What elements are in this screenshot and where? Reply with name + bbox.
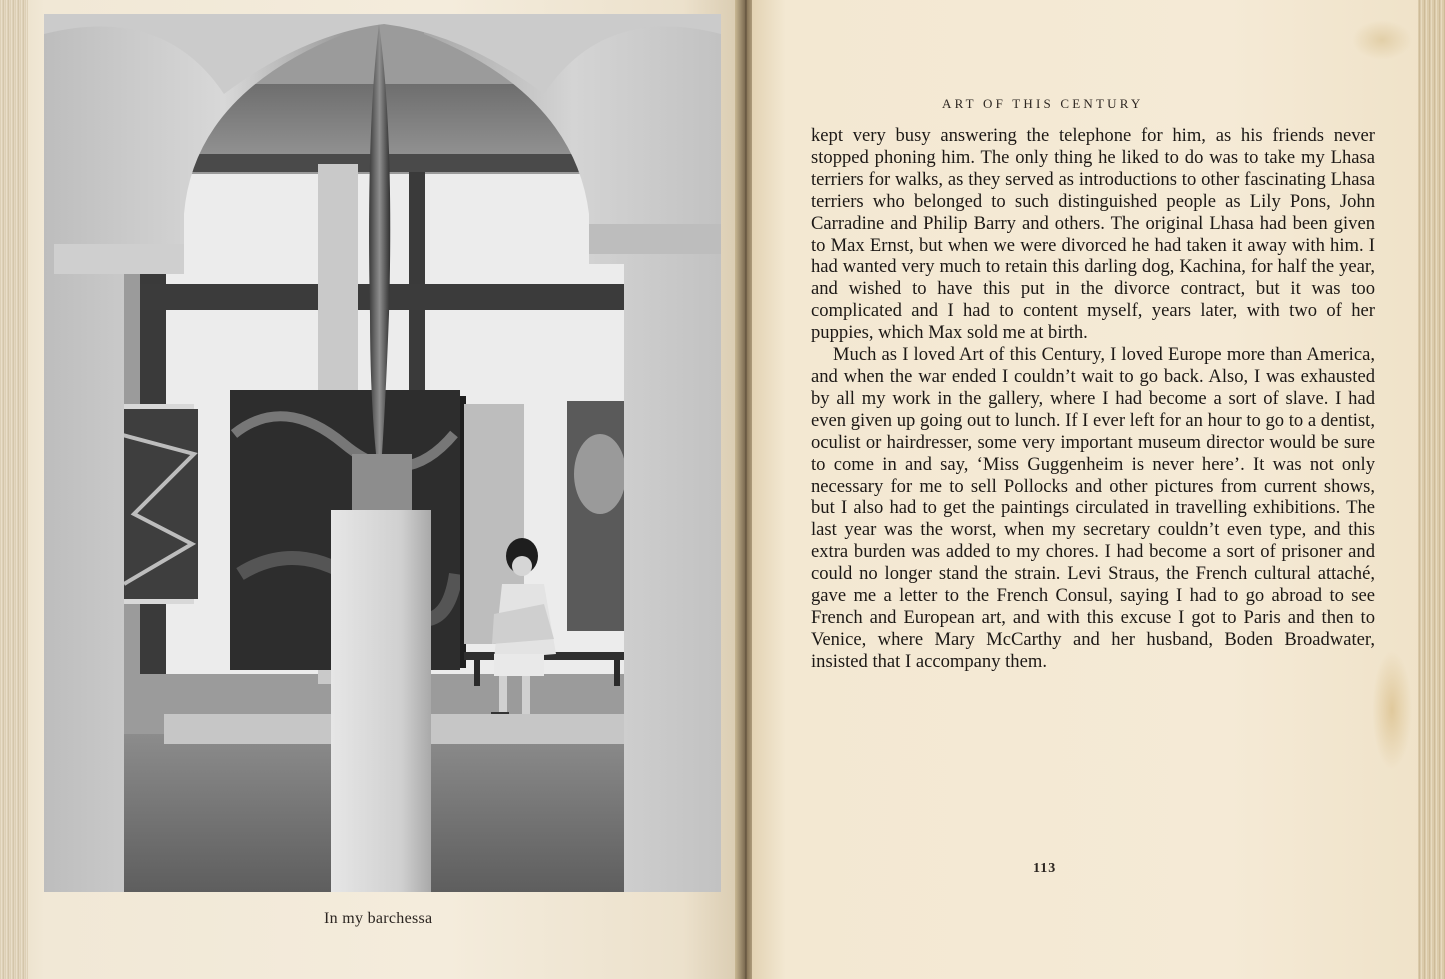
paragraph: Much as I loved Art of this Century, I loved Europe more than America, and when the war ended I couldn’t wait to go back. Also, I was exhausted by all my work in the gallery, where I had become a sort of slave. I had even given up going out to lunch. If I ever left for an hour to go to a dentist, oculist or hairdresser, some very important museum director would be sure to come in and say, ‘Miss Guggenheim is never here’. It was not only necessary for me to sell Pollocks and other pictures from current shows, but I also had to get the paintings circulated in travelling exhibitions. The last year was the worst, when my secretary couldn’t even type, and this extra burden was added to my chores. I had become a sort of prisoner and could no longer stand the strain. Levi Straus, the French cultural attaché, gave me a letter to the French Consul, saying I had to go abroad to see French and European art, and with this excuse I got to Paris and then to Venice, where Mary McCarthy and her husband, Boden Broadwater, insisted that I accompany them. [811,344,1375,672]
body-text [811,125,1375,673]
paper-stain [1352,20,1412,60]
paragraph: kept very busy answering the telephone for him, as his friends never stopped phoning him. The only thing he liked to do was to take my Lhasa terriers for walks, as they served as introductions to other fascinating Lhasa terriers who belonged to such distinguished people as Lily Pons, John Carradine and Philip Barry and others. The original Lhasa had been given to Max Ernst, but when we were divorced he had taken it away with him. I had wanted very much to retain this darling dog, Kachina, for half the year, and wished to have this put in the divorce contract, but it was too complicated and I had to content myself, years later, with two of her puppies, which Max sold me at birth. [811,125,1375,344]
left-page-edges [0,0,28,979]
photo-caption: In my barchessa [324,910,433,927]
gallery-photo [44,14,721,892]
right-page-edges [1418,0,1445,979]
paper-stain [1372,650,1412,770]
running-head: ART OF THIS CENTURY [942,96,1144,111]
page-number: 113 [1033,861,1057,876]
